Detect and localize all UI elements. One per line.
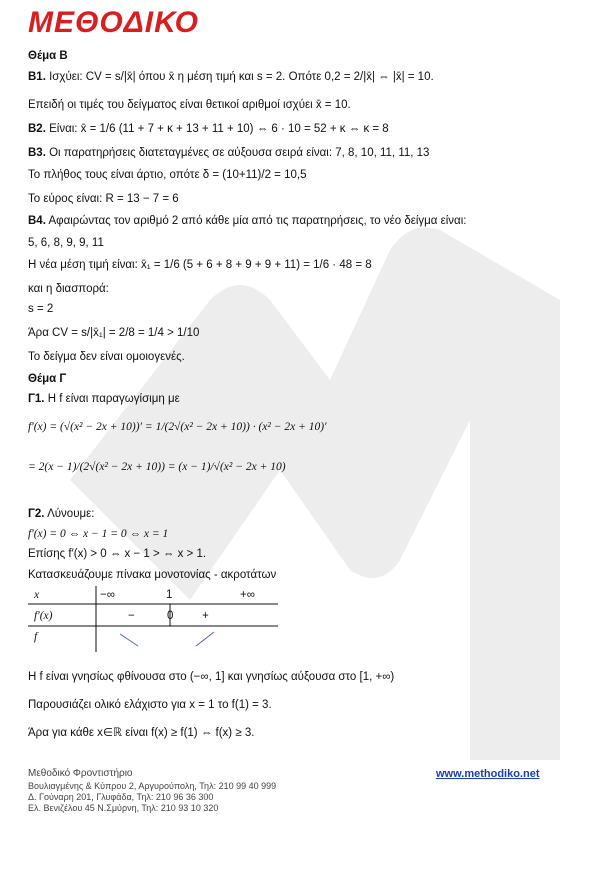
b1-note: Επειδή οι τιμές του δείγματος είναι θετικοί αριθμοί ισχύει x̄ = 10. <box>28 99 351 111</box>
footer-address-1: Βουλιαγμένης & Κύπρου 2, Αργυρούπολη, Τηλ: 210 99 40 999 <box>28 781 277 791</box>
table-plus-inf: +∞ <box>240 589 255 601</box>
website-link[interactable]: www.methodiko.net <box>436 768 540 780</box>
table-minus-inf: −∞ <box>100 589 115 601</box>
b4-s: s = 2 <box>28 303 54 315</box>
brand-logo: ΜΕΘΟΔΙΚΟ <box>28 6 199 39</box>
b3-line <box>28 146 429 160</box>
b4-line <box>28 214 466 228</box>
b4-text: Αφαιρώντας τον αριθμό 2 από κάθε μία από τις παρατηρήσεις, το νέο δείγμα είναι: <box>48 215 467 227</box>
table-arrow-down <box>118 630 128 644</box>
table-f-label: f <box>34 631 38 643</box>
b4-sample: 5, 6, 8, 9, 9, 11 <box>28 237 104 249</box>
b2-label: Β2. <box>28 123 46 135</box>
b1-line <box>28 70 434 84</box>
minimum-text: Παρουσιάζει ολικό ελάχιστο για x = 1 το f(1) = 3. <box>28 699 272 711</box>
conclusion-text: Άρα για κάθε x∈ℝ είναι f(x) ≥ f(1) ⇔ f(x) ≥ 3. <box>28 727 255 739</box>
g1-derivative-2: = 2(x − 1)/(2√(x² − 2x + 10)) = (x − 1)/√(x² − 2x + 10) <box>28 461 286 473</box>
table-sign-pos: + <box>202 610 209 622</box>
g2-text: Λύνουμε: <box>47 508 95 520</box>
theme-b-title: Θέμα Β <box>28 50 68 62</box>
table-sign-neg: − <box>128 610 135 622</box>
b4-mean: Η νέα μέση τιμή είναι: x̄₁ = 1/6 (5 + 6 + 8 + 9 + 9 + 11) = 1/6 · 48 = 8 <box>28 259 372 271</box>
table-fprime-label: f′(x) <box>34 610 53 622</box>
footer-name: Μεθοδικό Φροντιστήριο <box>28 768 133 779</box>
b4-variance-label: και η διασπορά: <box>28 283 109 295</box>
b4-cv: Άρα CV = s/|x̄₁| = 2/8 = 1/4 > 1/10 <box>28 327 200 339</box>
b1-label: Β1. <box>28 71 46 83</box>
theme-g-title: Θέμα Γ <box>28 373 67 385</box>
g2-inequality: Επίσης f′(x) > 0 ⇔ x − 1 > ⇔ x > 1. <box>28 548 207 560</box>
b3-range: Το εύρος είναι: R = 13 − 7 = 6 <box>28 193 179 205</box>
g2-line <box>28 507 94 521</box>
b1-text: Ισχύει: CV = s/|x̄| όπου x̄ η μέση τιμή και s = 2. Οπότε 0,2 = 2/|x̄| ⇔ |x̄| = 10. <box>49 71 434 83</box>
b4-conclusion: Το δείγμα δεν είναι ομοιογενές. <box>28 351 185 363</box>
footer-address-2: Δ. Γούναρη 201, Γλυφάδα, Τηλ: 210 96 36 300 <box>28 792 214 802</box>
g2-table-intro: Κατασκευάζουμε πίνακα μονοτονίας - ακροτάτων <box>28 569 277 581</box>
monotonicity-text: Η f είναι γνησίως φθίνουσα στο (−∞, 1] και γνησίως αύξουσα στο [1, +∞) <box>28 671 395 683</box>
b3-median: Το πλήθος τους είναι άρτιο, οπότε δ = (10+11)/2 = 10,5 <box>28 169 307 181</box>
table-one: 1 <box>166 589 173 601</box>
g1-label: Γ1. <box>28 393 45 405</box>
table-x-label: x <box>34 589 40 601</box>
table-zero: 0 <box>167 610 174 622</box>
g1-text: Η f είναι παραγωγίσιμη με <box>47 393 180 405</box>
table-arrow-up <box>196 630 206 644</box>
g2-label: Γ2. <box>28 508 45 520</box>
b4-label: Β4. <box>28 215 46 227</box>
footer-address-3: Ελ. Βενιζέλου 45 Ν.Σμύρνη, Τηλ: 210 93 10 320 <box>28 803 219 813</box>
g2-equation: f′(x) = 0 ⇔ x − 1 = 0 ⇔ x = 1 <box>28 528 169 540</box>
g1-derivative-1: f′(x) = (√(x² − 2x + 10))′ = 1/(2√(x² − 2x + 10)) · (x² − 2x + 10)′ <box>28 421 327 433</box>
b2-text: Είναι: x̄ = 1/6 (11 + 7 + κ + 13 + 11 + 10) ⇔ 6 · 10 = 52 + κ ⇔ κ = 8 <box>49 123 389 135</box>
g1-line <box>28 392 180 406</box>
b2-line <box>28 122 389 136</box>
b3-text: Οι παρατηρήσεις διατεταγμένες σε αύξουσα σειρά είναι: 7, 8, 10, 11, 11, 13 <box>49 147 430 159</box>
b3-label: Β3. <box>28 147 46 159</box>
